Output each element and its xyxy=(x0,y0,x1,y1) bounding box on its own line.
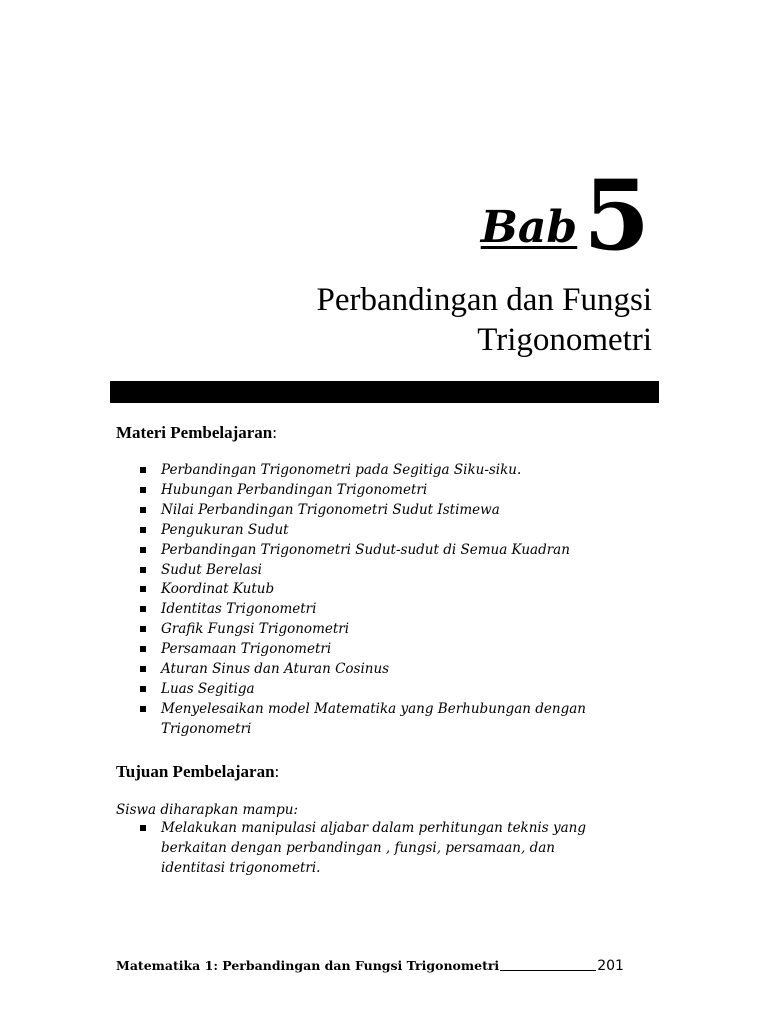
list-item: Grafik Fungsi Trigonometri xyxy=(138,620,618,640)
materi-list xyxy=(138,461,618,740)
title-divider-bar xyxy=(110,381,659,403)
chapter-title-line-1: Perbandingan dan Fungsi xyxy=(316,282,652,318)
list-item: Perbandingan Trigonometri pada Segitiga Siku-siku. xyxy=(138,461,618,481)
list-item: Perbandingan Trigonometri Sudut-sudut di Semua Kuadran xyxy=(138,541,618,561)
chapter-heading xyxy=(480,159,650,272)
footer-rule xyxy=(500,970,596,971)
list-item: Pengukuran Sudut xyxy=(138,521,618,541)
list-item: Koordinat Kutub xyxy=(138,580,618,600)
list-item: Sudut Berelasi xyxy=(138,561,618,581)
chapter-word: Bab xyxy=(480,202,578,253)
chapter-number: 5 xyxy=(583,159,650,272)
list-item: Menyelesaikan model Matematika yang Berhubungan dengan Trigonometri xyxy=(138,700,618,740)
tujuan-list xyxy=(138,819,618,879)
list-item: Nilai Perbandingan Trigonometri Sudut Istimewa xyxy=(138,501,618,521)
page-number: 201 xyxy=(597,958,624,974)
tujuan-heading-colon: : xyxy=(274,762,280,781)
materi-heading xyxy=(116,423,277,443)
tujuan-heading xyxy=(116,762,279,782)
chapter-title xyxy=(232,280,652,360)
list-item: Melakukan manipulasi aljabar dalam perhitungan teknis yang berkaitan dengan perbandingan , fungsi, persamaan, dan identitasi trigonometri. xyxy=(138,819,618,879)
list-item: Luas Segitiga xyxy=(138,680,618,700)
tujuan-intro: Siswa diharapkan mampu: xyxy=(116,802,298,818)
list-item: Aturan Sinus dan Aturan Cosinus xyxy=(138,660,618,680)
list-item: Hubungan Perbandingan Trigonometri xyxy=(138,481,618,501)
tujuan-heading-text: Tujuan Pembelajaran xyxy=(116,762,275,781)
materi-heading-colon: : xyxy=(272,423,277,442)
page-footer xyxy=(116,958,636,974)
footer-text: Matematika 1: Perbandingan dan Fungsi Trigonometri xyxy=(116,958,500,973)
chapter-title-line-2: Trigonometri xyxy=(477,322,652,358)
list-item: Identitas Trigonometri xyxy=(138,600,618,620)
materi-heading-text: Materi Pembelajaran xyxy=(116,423,273,442)
list-item: Persamaan Trigonometri xyxy=(138,640,618,660)
